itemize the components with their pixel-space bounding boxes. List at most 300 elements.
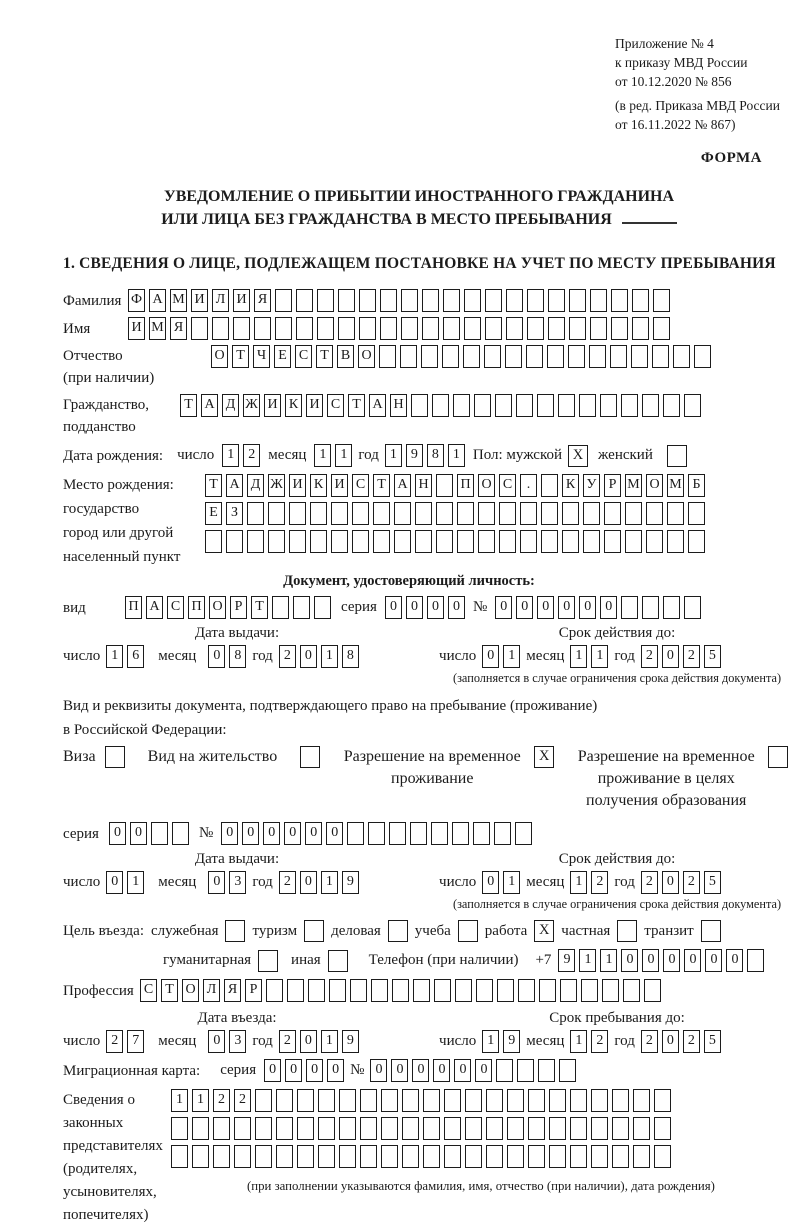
char-box[interactable]: 1 [482,1030,499,1053]
char-box[interactable]: 2 [641,1030,658,1053]
char-box[interactable]: Р [230,596,247,619]
char-box[interactable] [310,502,327,525]
char-box[interactable]: А [201,394,218,417]
char-box[interactable] [642,596,659,619]
char-box[interactable] [688,502,705,525]
char-box[interactable]: О [211,345,228,368]
char-box[interactable]: А [226,474,243,497]
char-box[interactable]: 0 [370,1059,387,1082]
char-box[interactable] [474,394,491,417]
char-box[interactable] [694,345,711,368]
purpose-other-checkbox[interactable] [328,950,348,972]
char-box[interactable] [422,317,439,340]
char-box[interactable] [247,502,264,525]
char-box[interactable] [402,1117,419,1140]
char-box[interactable] [499,502,516,525]
char-box[interactable] [413,979,430,1002]
char-box[interactable]: 2 [683,871,700,894]
char-box[interactable]: 0 [284,822,301,845]
char-box[interactable]: 1 [321,645,338,668]
char-box[interactable] [623,979,640,1002]
char-box[interactable] [520,502,537,525]
char-box[interactable] [347,822,364,845]
char-box[interactable]: 1 [192,1089,209,1112]
char-box[interactable] [373,502,390,525]
char-box[interactable] [296,317,313,340]
char-box[interactable]: И [331,474,348,497]
char-box[interactable] [528,1117,545,1140]
char-box[interactable]: 0 [516,596,533,619]
char-box[interactable] [541,474,558,497]
char-box[interactable] [314,596,331,619]
char-box[interactable] [423,1145,440,1168]
char-box[interactable]: Д [222,394,239,417]
char-box[interactable] [505,345,522,368]
char-box[interactable]: 0 [326,822,343,845]
char-box[interactable] [318,1145,335,1168]
char-box[interactable]: 0 [662,871,679,894]
char-box[interactable]: О [209,596,226,619]
char-box[interactable] [171,1117,188,1140]
char-box[interactable] [499,530,516,553]
char-box[interactable]: 0 [327,1059,344,1082]
char-box[interactable]: 5 [704,871,721,894]
char-box[interactable]: . [520,474,537,497]
char-box[interactable]: 0 [726,949,743,972]
char-box[interactable] [192,1145,209,1168]
char-box[interactable] [537,394,554,417]
char-box[interactable] [394,530,411,553]
char-box[interactable] [436,530,453,553]
char-box[interactable]: Ж [268,474,285,497]
char-box[interactable]: 5 [704,645,721,668]
char-box[interactable] [317,317,334,340]
char-box[interactable]: 1 [385,444,402,467]
char-box[interactable]: Ж [243,394,260,417]
char-box[interactable] [464,289,481,312]
char-box[interactable] [455,979,472,1002]
purpose-study-checkbox[interactable] [458,920,478,942]
char-box[interactable] [527,317,544,340]
char-box[interactable]: П [457,474,474,497]
char-box[interactable] [401,317,418,340]
char-box[interactable]: Л [203,979,220,1002]
char-box[interactable] [612,1089,629,1112]
char-box[interactable]: 0 [600,596,617,619]
char-box[interactable] [541,530,558,553]
char-box[interactable] [673,345,690,368]
char-box[interactable] [646,530,663,553]
char-box[interactable]: С [352,474,369,497]
char-box[interactable]: Т [180,394,197,417]
char-box[interactable] [646,502,663,525]
char-box[interactable]: Б [688,474,705,497]
char-box[interactable]: 2 [279,1030,296,1053]
char-box[interactable] [494,822,511,845]
char-box[interactable]: 3 [229,871,246,894]
char-box[interactable] [329,979,346,1002]
char-box[interactable]: 2 [641,645,658,668]
char-box[interactable] [688,530,705,553]
char-box[interactable]: 1 [127,871,144,894]
char-box[interactable] [569,289,586,312]
char-box[interactable] [495,394,512,417]
char-box[interactable]: М [170,289,187,312]
char-box[interactable] [684,596,701,619]
char-box[interactable] [621,596,638,619]
temp-residence-edu-checkbox[interactable] [768,746,788,768]
char-box[interactable]: С [167,596,184,619]
char-box[interactable] [464,317,481,340]
char-box[interactable]: 0 [642,949,659,972]
char-box[interactable]: 1 [570,871,587,894]
char-box[interactable] [570,1145,587,1168]
char-box[interactable] [465,1117,482,1140]
char-box[interactable]: М [149,317,166,340]
char-box[interactable]: С [327,394,344,417]
char-box[interactable] [478,502,495,525]
char-box[interactable] [633,1117,650,1140]
char-box[interactable] [625,502,642,525]
char-box[interactable]: 0 [106,871,123,894]
char-box[interactable]: 0 [684,949,701,972]
char-box[interactable] [549,1145,566,1168]
char-box[interactable] [568,345,585,368]
char-box[interactable] [380,289,397,312]
char-box[interactable] [442,345,459,368]
purpose-official-checkbox[interactable] [225,920,245,942]
purpose-business-checkbox[interactable] [388,920,408,942]
char-box[interactable] [171,1145,188,1168]
char-box[interactable]: 2 [591,1030,608,1053]
char-box[interactable] [612,1117,629,1140]
char-box[interactable] [423,1089,440,1112]
char-box[interactable] [308,979,325,1002]
char-box[interactable] [548,317,565,340]
char-box[interactable]: В [337,345,354,368]
char-box[interactable]: 0 [263,822,280,845]
char-box[interactable]: Т [205,474,222,497]
char-box[interactable] [507,1145,524,1168]
char-box[interactable]: Я [254,289,271,312]
char-box[interactable] [485,317,502,340]
char-box[interactable]: 1 [591,645,608,668]
char-box[interactable] [436,474,453,497]
char-box[interactable]: П [188,596,205,619]
char-box[interactable]: Я [170,317,187,340]
char-box[interactable]: 1 [503,645,520,668]
char-box[interactable]: 1 [321,1030,338,1053]
char-box[interactable]: 2 [243,444,260,467]
char-box[interactable] [520,530,537,553]
char-box[interactable]: 0 [427,596,444,619]
char-box[interactable]: Д [247,474,264,497]
char-box[interactable] [373,530,390,553]
char-box[interactable] [548,289,565,312]
char-box[interactable]: О [358,345,375,368]
char-box[interactable] [602,979,619,1002]
char-box[interactable] [654,1089,671,1112]
char-box[interactable] [254,317,271,340]
char-box[interactable]: 2 [591,871,608,894]
char-box[interactable] [289,502,306,525]
char-box[interactable] [667,502,684,525]
char-box[interactable] [339,1117,356,1140]
char-box[interactable]: И [306,394,323,417]
char-box[interactable]: Т [373,474,390,497]
char-box[interactable] [381,1145,398,1168]
char-box[interactable] [287,979,304,1002]
char-box[interactable] [591,1117,608,1140]
char-box[interactable] [266,979,283,1002]
char-box[interactable] [452,822,469,845]
sex-female-checkbox[interactable] [667,445,687,467]
char-box[interactable] [506,289,523,312]
char-box[interactable] [611,289,628,312]
char-box[interactable] [443,317,460,340]
char-box[interactable] [268,530,285,553]
char-box[interactable] [518,979,535,1002]
char-box[interactable] [527,289,544,312]
char-box[interactable] [600,394,617,417]
char-box[interactable] [631,345,648,368]
char-box[interactable]: А [394,474,411,497]
char-box[interactable]: С [499,474,516,497]
char-box[interactable] [496,1059,513,1082]
char-box[interactable] [560,979,577,1002]
visa-checkbox[interactable] [105,746,125,768]
char-box[interactable] [293,596,310,619]
purpose-transit-checkbox[interactable] [701,920,721,942]
char-box[interactable] [247,530,264,553]
char-box[interactable]: 1 [570,1030,587,1053]
char-box[interactable]: И [191,289,208,312]
char-box[interactable] [276,1089,293,1112]
char-box[interactable] [191,317,208,340]
char-box[interactable] [255,1117,272,1140]
char-box[interactable]: 0 [454,1059,471,1082]
char-box[interactable]: 1 [171,1089,188,1112]
char-box[interactable] [684,394,701,417]
char-box[interactable]: 0 [495,596,512,619]
char-box[interactable]: С [295,345,312,368]
char-box[interactable] [392,979,409,1002]
char-box[interactable] [653,289,670,312]
char-box[interactable] [562,530,579,553]
char-box[interactable] [590,317,607,340]
char-box[interactable] [465,1145,482,1168]
char-box[interactable] [360,1145,377,1168]
char-box[interactable]: 1 [106,645,123,668]
char-box[interactable]: У [583,474,600,497]
char-box[interactable]: Т [251,596,268,619]
char-box[interactable]: 0 [579,596,596,619]
char-box[interactable] [338,317,355,340]
char-box[interactable]: 0 [705,949,722,972]
purpose-private-checkbox[interactable] [617,920,637,942]
char-box[interactable] [612,1145,629,1168]
char-box[interactable]: П [125,596,142,619]
char-box[interactable] [473,822,490,845]
char-box[interactable] [549,1089,566,1112]
char-box[interactable]: Ч [253,345,270,368]
char-box[interactable] [633,1089,650,1112]
char-box[interactable]: Р [604,474,621,497]
residence-permit-checkbox[interactable] [300,746,320,768]
char-box[interactable] [486,1089,503,1112]
char-box[interactable] [255,1145,272,1168]
char-box[interactable] [632,289,649,312]
char-box[interactable] [401,289,418,312]
purpose-tourism-checkbox[interactable] [304,920,324,942]
char-box[interactable] [402,1145,419,1168]
char-box[interactable] [380,317,397,340]
char-box[interactable] [570,1117,587,1140]
char-box[interactable]: К [562,474,579,497]
char-box[interactable] [415,530,432,553]
char-box[interactable]: 0 [285,1059,302,1082]
char-box[interactable]: Ф [128,289,145,312]
char-box[interactable] [205,530,222,553]
char-box[interactable]: 9 [503,1030,520,1053]
char-box[interactable]: 1 [600,949,617,972]
char-box[interactable]: 1 [579,949,596,972]
char-box[interactable]: 2 [279,645,296,668]
char-box[interactable] [747,949,764,972]
char-box[interactable]: 0 [208,645,225,668]
char-box[interactable]: 9 [342,871,359,894]
char-box[interactable]: Т [348,394,365,417]
char-box[interactable] [317,289,334,312]
char-box[interactable]: 6 [127,645,144,668]
char-box[interactable] [516,394,533,417]
char-box[interactable] [621,394,638,417]
char-box[interactable] [549,1117,566,1140]
char-box[interactable] [485,289,502,312]
char-box[interactable] [478,530,495,553]
char-box[interactable]: Я [224,979,241,1002]
char-box[interactable]: 0 [448,596,465,619]
char-box[interactable] [350,979,367,1002]
char-box[interactable] [604,530,621,553]
char-box[interactable]: И [264,394,281,417]
char-box[interactable] [233,317,250,340]
char-box[interactable] [318,1117,335,1140]
char-box[interactable] [589,345,606,368]
char-box[interactable]: 0 [662,1030,679,1053]
char-box[interactable]: Т [161,979,178,1002]
char-box[interactable] [297,1145,314,1168]
char-box[interactable]: И [289,474,306,497]
char-box[interactable] [423,1117,440,1140]
char-box[interactable]: 2 [641,871,658,894]
char-box[interactable]: Т [232,345,249,368]
char-box[interactable] [652,345,669,368]
char-box[interactable] [411,394,428,417]
sex-male-checkbox[interactable]: X [568,445,588,467]
char-box[interactable]: 0 [621,949,638,972]
char-box[interactable]: Н [390,394,407,417]
char-box[interactable] [275,317,292,340]
char-box[interactable]: 1 [321,871,338,894]
char-box[interactable]: 8 [342,645,359,668]
char-box[interactable] [381,1089,398,1112]
char-box[interactable] [507,1089,524,1112]
char-box[interactable]: О [182,979,199,1002]
char-box[interactable] [457,530,474,553]
char-box[interactable]: 0 [662,645,679,668]
char-box[interactable] [667,530,684,553]
char-box[interactable] [436,502,453,525]
char-box[interactable]: И [128,317,145,340]
char-box[interactable]: 0 [300,1030,317,1053]
char-box[interactable] [255,1089,272,1112]
char-box[interactable]: 0 [406,596,423,619]
char-box[interactable] [410,822,427,845]
char-box[interactable]: А [149,289,166,312]
char-box[interactable] [642,394,659,417]
char-box[interactable] [443,289,460,312]
char-box[interactable]: 9 [406,444,423,467]
char-box[interactable] [331,530,348,553]
char-box[interactable] [400,345,417,368]
char-box[interactable] [421,345,438,368]
char-box[interactable]: М [667,474,684,497]
char-box[interactable]: 5 [704,1030,721,1053]
char-box[interactable] [368,822,385,845]
char-box[interactable]: 0 [482,871,499,894]
char-box[interactable] [381,1117,398,1140]
char-box[interactable]: 0 [306,1059,323,1082]
char-box[interactable]: 0 [412,1059,429,1082]
char-box[interactable]: 0 [391,1059,408,1082]
char-box[interactable]: О [646,474,663,497]
char-box[interactable]: 9 [558,949,575,972]
char-box[interactable] [297,1117,314,1140]
char-box[interactable] [570,1089,587,1112]
char-box[interactable] [591,1089,608,1112]
char-box[interactable]: С [140,979,157,1002]
char-box[interactable] [289,530,306,553]
char-box[interactable] [484,345,501,368]
char-box[interactable] [632,317,649,340]
char-box[interactable] [547,345,564,368]
char-box[interactable]: 0 [300,871,317,894]
char-box[interactable] [434,979,451,1002]
char-box[interactable] [517,1059,534,1082]
char-box[interactable] [172,822,189,845]
char-box[interactable]: 1 [335,444,352,467]
char-box[interactable]: 0 [385,596,402,619]
char-box[interactable]: 2 [279,871,296,894]
char-box[interactable]: 3 [229,1030,246,1053]
char-box[interactable] [371,979,388,1002]
char-box[interactable]: 0 [208,1030,225,1053]
char-box[interactable]: И [233,289,250,312]
char-box[interactable] [213,1117,230,1140]
char-box[interactable] [558,394,575,417]
char-box[interactable]: 0 [475,1059,492,1082]
char-box[interactable]: Р [245,979,262,1002]
char-box[interactable] [431,822,448,845]
char-box[interactable] [444,1145,461,1168]
char-box[interactable] [507,1117,524,1140]
char-box[interactable] [213,1145,230,1168]
char-box[interactable] [234,1117,251,1140]
char-box[interactable] [276,1117,293,1140]
char-box[interactable] [476,979,493,1002]
char-box[interactable] [359,289,376,312]
